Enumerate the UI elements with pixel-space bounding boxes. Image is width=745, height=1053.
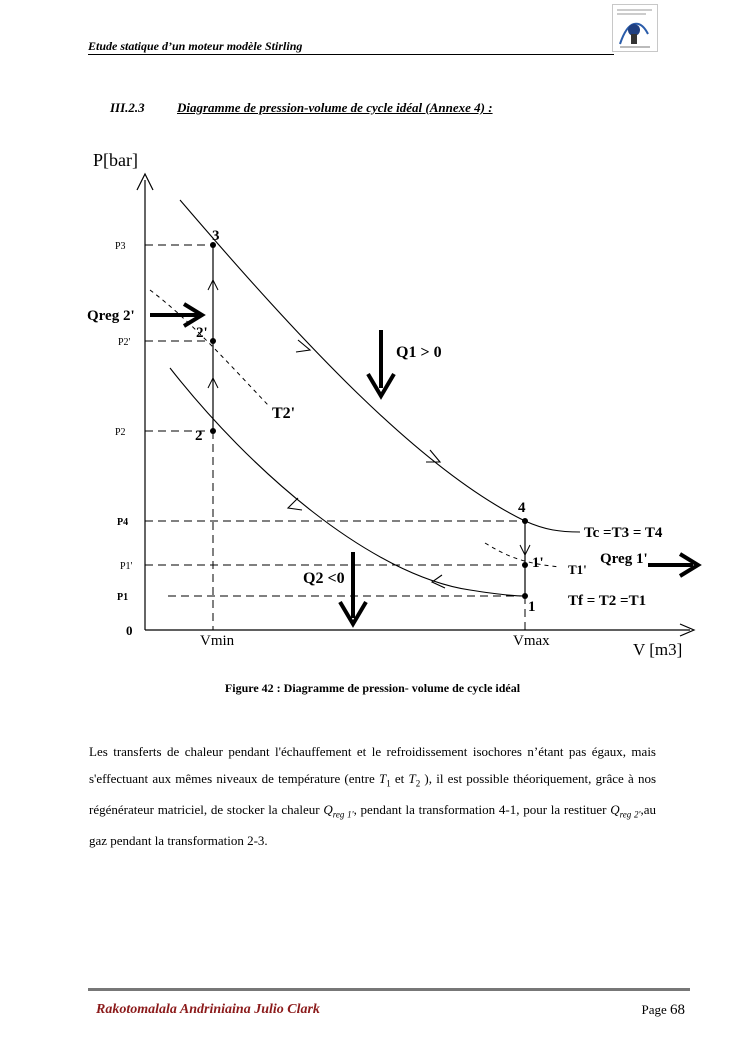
isotherm-t2-prime [150, 290, 268, 405]
x-axis-label: V [m3] [633, 640, 683, 659]
curve-labels [87, 308, 663, 609]
tick-vmin: Vmin [200, 633, 235, 649]
symbol-t2: T [408, 770, 416, 786]
body-paragraph [89, 739, 656, 854]
point-3: 3 [212, 228, 220, 244]
para-text-3: ), il est possible théoriquement, grâce à nos régénérateur matriciel, de stocker la chaleur [89, 770, 656, 817]
tick-p1-prime: P1' [120, 561, 133, 572]
point-2: 2 [195, 428, 203, 444]
label-tf: Tf = T2 =T1 [568, 593, 647, 609]
symbol-t2-sub: 2 [415, 778, 421, 789]
page-number: 68 [670, 1002, 685, 1018]
header-title: Etude statique d’un moteur modèle Stirling [88, 39, 303, 53]
para-text-5: ,au gaz pendant la transformation 2-3. [89, 801, 657, 848]
label-qreg2: Qreg 2' [87, 308, 135, 324]
tick-p1: P1 [117, 592, 129, 603]
point-4: 4 [518, 500, 526, 516]
tick-p2-prime: P2' [118, 337, 131, 348]
tick-p2: P2 [115, 427, 126, 438]
direction-arrows [288, 340, 445, 588]
y-tick-labels [115, 241, 133, 603]
figure-caption: Figure 42 : Diagramme de pression- volume de cycle idéal [224, 681, 521, 695]
state-points [210, 242, 528, 599]
page-label: Page [641, 1002, 667, 1017]
heat-arrow-qreg1 [648, 554, 698, 576]
isotherm-cold [170, 368, 525, 596]
tick-vmax: Vmax [513, 633, 550, 649]
symbol-t1-sub: 1 [386, 778, 391, 789]
heat-arrow-q1 [368, 330, 394, 396]
label-tc: Tc =T3 = T4 [584, 525, 663, 541]
tick-p3: P3 [115, 241, 126, 252]
footer-page [641, 1002, 685, 1019]
label-t1-prime: T1' [568, 562, 587, 577]
isochore-arrows [208, 280, 530, 555]
heat-arrow-qreg2 [150, 304, 202, 326]
point-2-prime: 2' [196, 325, 208, 341]
y-axis-label: P[bar] [93, 150, 138, 170]
section-number: III.2.3 [110, 100, 145, 115]
tick-p4: P4 [117, 517, 129, 528]
point-labels [195, 228, 544, 615]
footer-author: Rakotomalala Andriniaina Julio Clark [96, 1002, 320, 1017]
symbol-t1: T [378, 770, 387, 786]
origin-label: 0 [126, 623, 133, 638]
section-title: Diagramme de pression-volume de cycle idéal (Annexe 4) : [177, 100, 493, 115]
label-q2: Q2 <0 [303, 570, 345, 587]
para-text-4: , pendant la transformation 4-1, pour la restituer [353, 801, 611, 817]
symbol-qreg1: Q [323, 801, 333, 817]
label-q1: Q1 > 0 [396, 344, 442, 361]
heat-arrow-q2 [340, 552, 366, 624]
symbol-qreg2-sub: reg 2' [619, 809, 641, 820]
point-1: 1 [528, 599, 536, 615]
symbol-qreg1-sub: reg 1' [332, 809, 354, 820]
label-t2-prime: T2' [272, 405, 296, 422]
para-text-1: Les transferts de chaleur pendant l'échauffement et le refroidissement isochores n’étant pas égaux, mais s'effectuant aux mêmes niveaux de température (entre [89, 744, 656, 786]
footer-rule [88, 988, 690, 991]
label-qreg1: Qreg 1' [600, 551, 648, 567]
para-text-2: et [390, 770, 409, 786]
symbol-qreg2: Q [610, 801, 620, 817]
point-1-prime: 1' [532, 555, 544, 571]
